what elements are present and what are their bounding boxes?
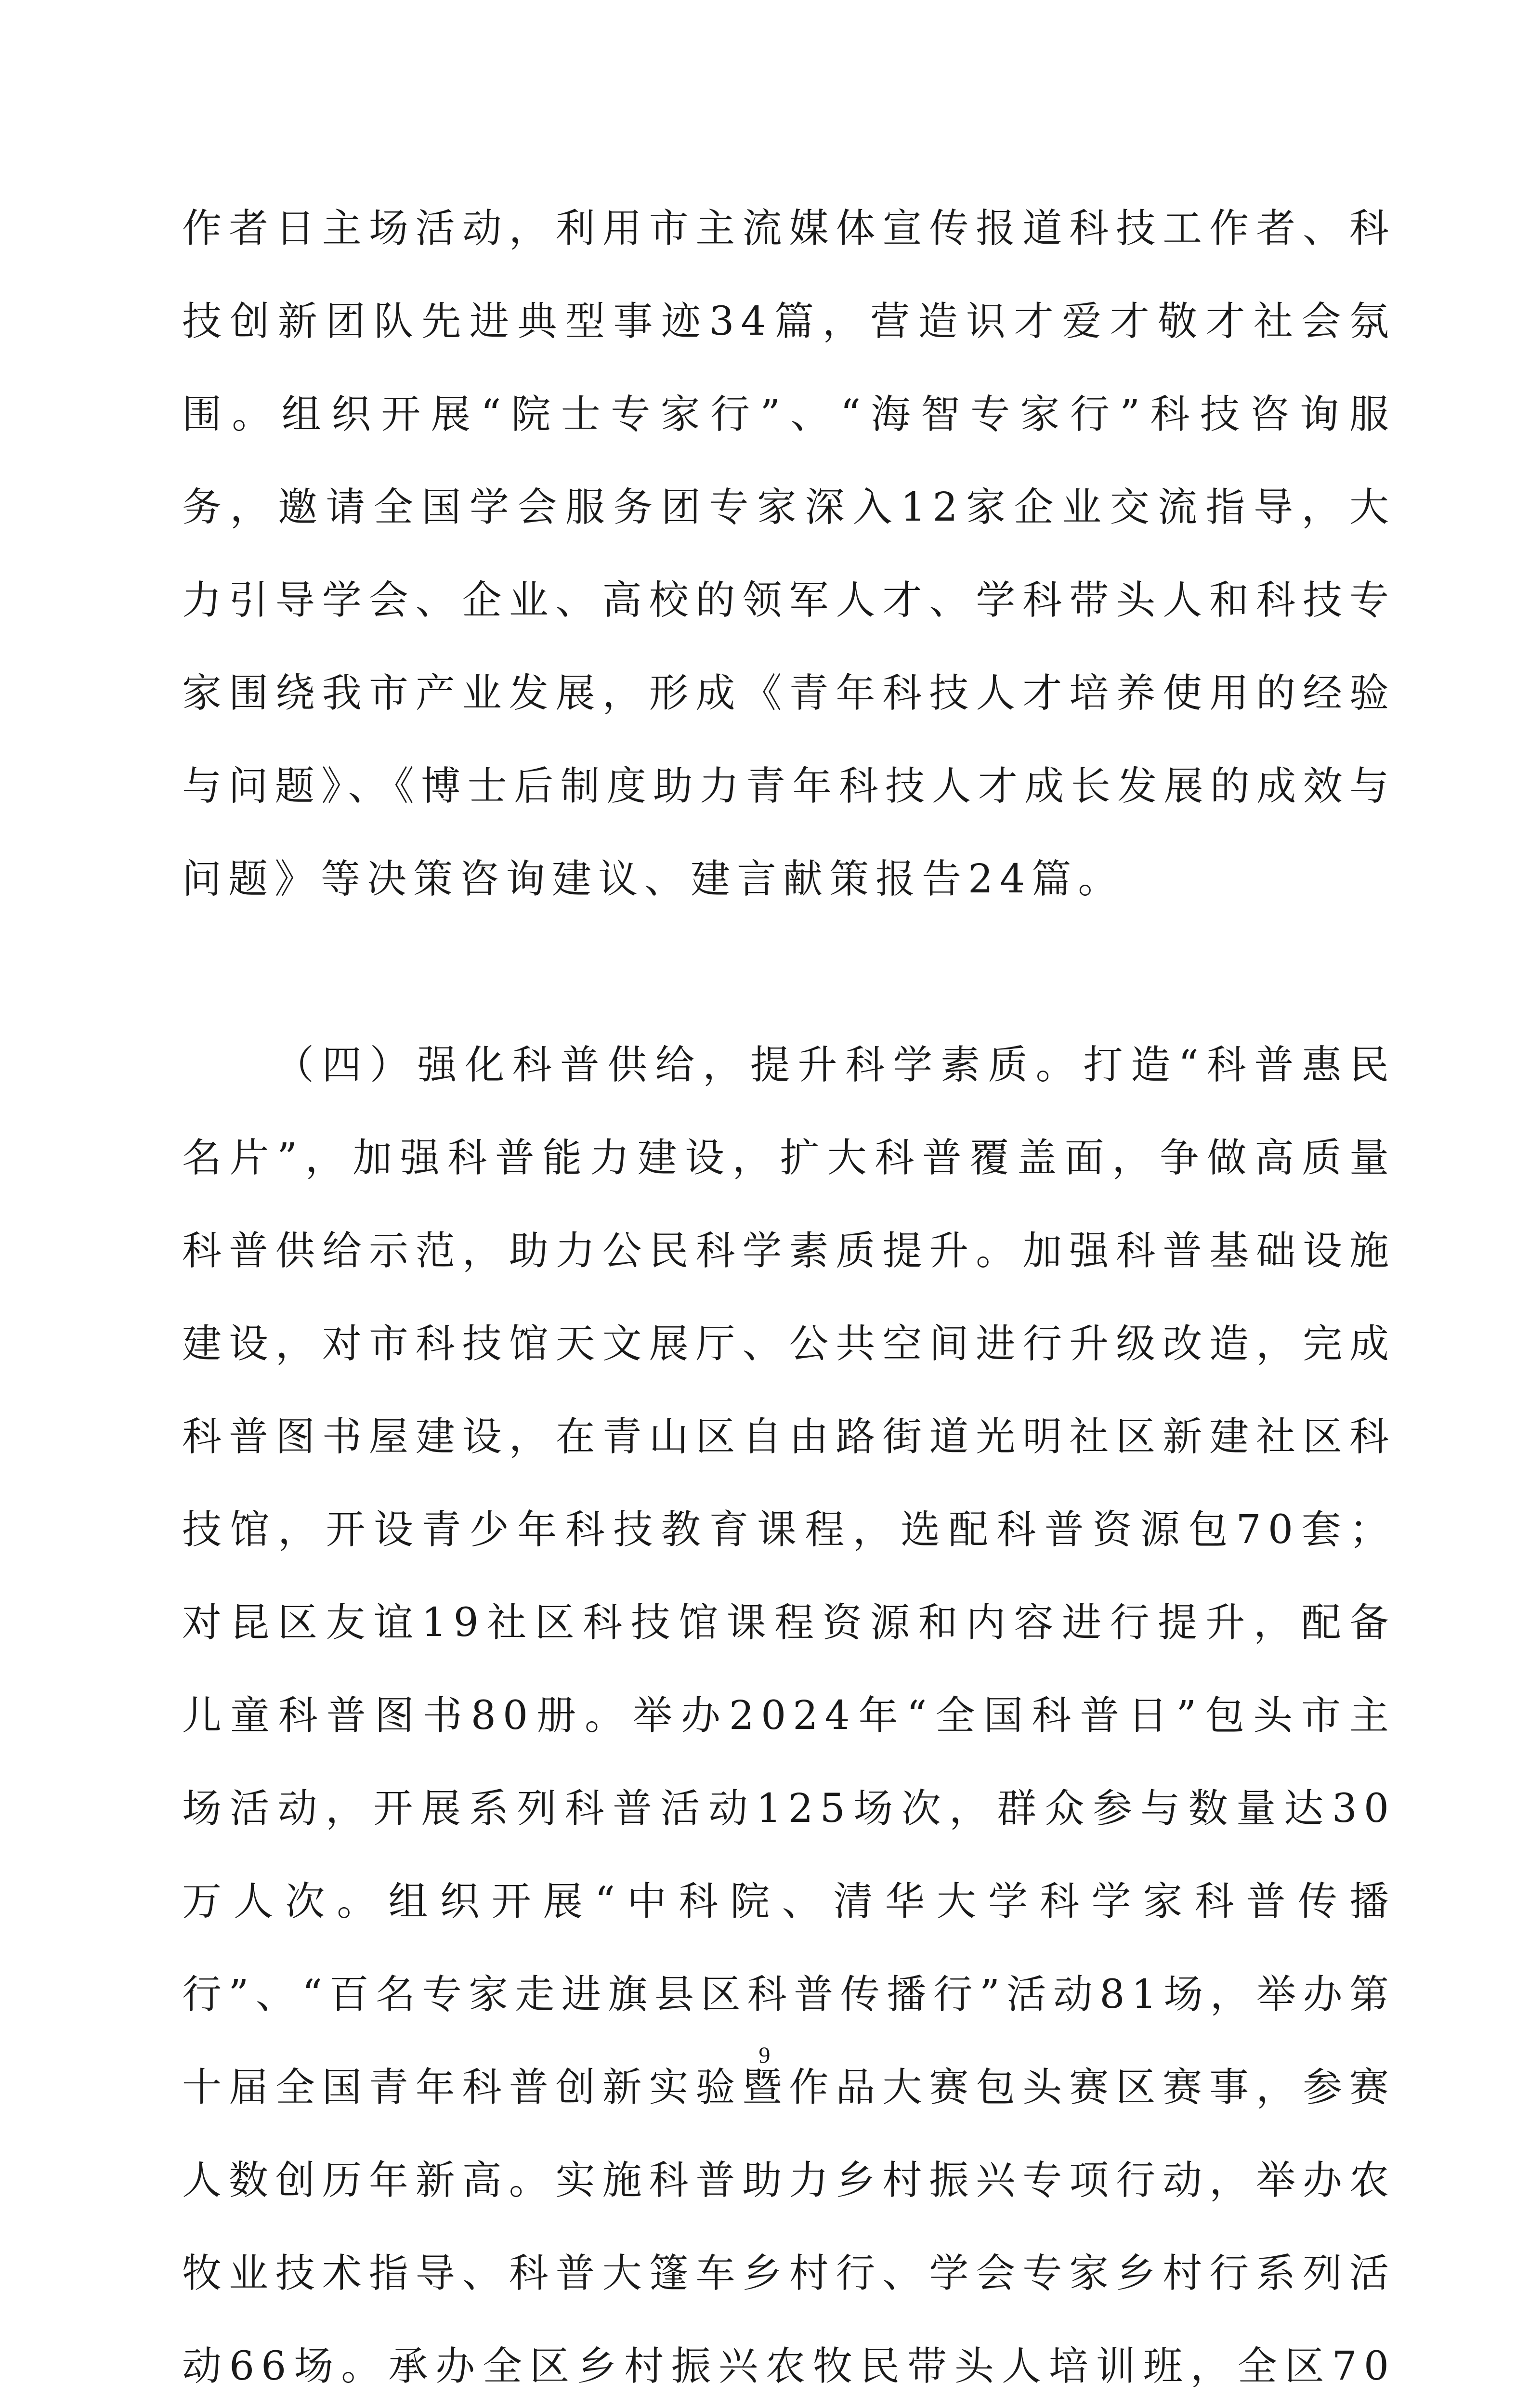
- paragraph-continuation: 作者日主场活动，利用市主流媒体宣传报道科技工作者、科技创新团队先进典型事迹34篇，营造识才爱才敬才社会氛围。组织开展“院士专家行”、“海智专家行”科技咨询服务，邀请全国学会服务团专家深入12家企业交流指导，大力引导学会、企业、高校的领军人才、学科带头人和科技专家围绕我市产业发展，形成《青年科技人才培养使用的经验与问题》、《博士后制度助力青年科技人才成长发展的成效与问题》等决策咨询建议、建言献策报告24篇。: [182, 206, 1396, 902]
- body-text: [182, 182, 1396, 2408]
- page-number: 9: [758, 2042, 771, 2068]
- paragraph-section-four: （四）强化科普供给，提升科学素质。打造“科普惠民名片”，加强科普能力建设，扩大科普覆盖面，争做高质量科普供给示范，助力公民科学素质提升。加强科普基础设施建设，对市科技馆天文展厅、公共空间进行升级改造，完成科普图书屋建设，在青山区自由路街道光明社区新建社区科技馆，开设青少年科技教育课程，选配科普资源包70套；对昆区友谊19社区科技馆课程资源和内容进行提升，配备儿童科普图书80册。举办2024年“全国科普日”包头市主场活动，开展系列科普活动125场次，群众参与数量达30万人次。组织开展“中科院、清华大学科学家科普传播行”、“百名专家走进旗县区科普传播行”活动81场，举办第十届全国青年科普创新实验暨作品大赛包头赛区赛事，参赛人数创历年新高。实施科普助力乡村振兴专项行动，举办农牧业技术指导、科普大篷车乡村行、学会专家乡村行系列活动66场。承办全区乡村振兴农牧民带头人培训班，全区70: [182, 1042, 1396, 2389]
